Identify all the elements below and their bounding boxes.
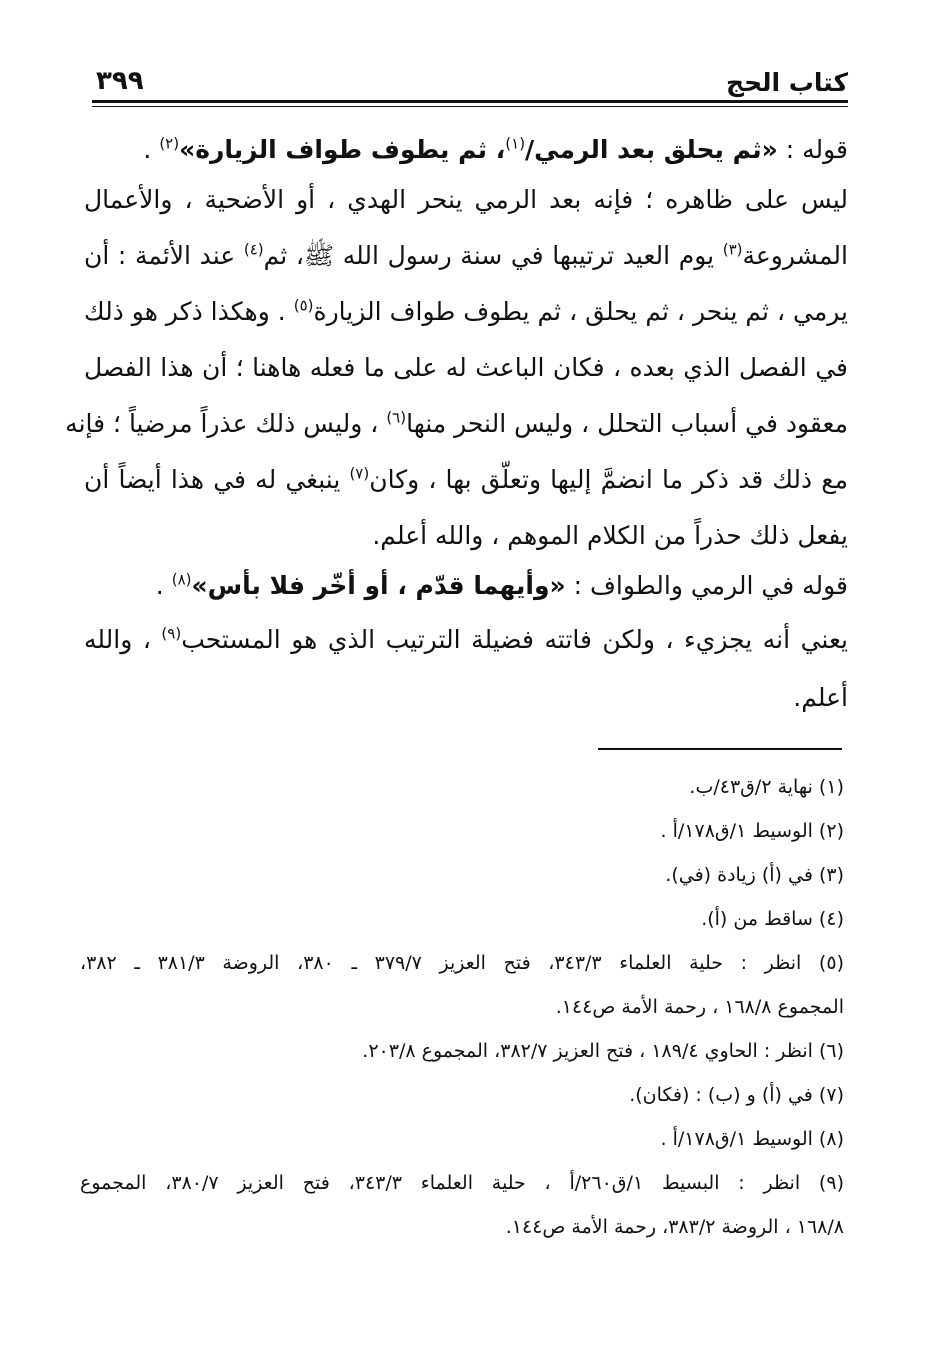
page-number: ٣٩٩	[96, 66, 144, 96]
text-span: يرمي ، ثم ينحر ، ثم يحلق ، ثم يطوف طواف الزيارة	[313, 297, 848, 326]
footnote-ref: (٦)	[386, 408, 407, 427]
footnote-ref: (٧)	[349, 464, 370, 483]
text-span: يعني أنه يجزيء ، ولكن فاتته فضيلة الترتيب الذي هو المستحب	[181, 625, 848, 654]
text-line-9	[84, 558, 848, 614]
text-span: يوم العيد ترتيبها في سنة رسول الله ﷺ، ثم	[263, 241, 723, 270]
footnote-2: (٢) الوسيط ١/ق١٧٨/أ .	[660, 820, 844, 842]
punctuation: .	[143, 135, 160, 164]
text-span: ينبغي له في هذا أيضاً أن	[84, 465, 350, 494]
text-line-8: يفعل ذلك حذراً من الكلام الموهم ، والله أعلم.	[372, 521, 848, 550]
text-line-3	[84, 228, 848, 284]
footnote-ref: (٣)	[722, 240, 743, 259]
footnote-9: (٩) انظر : البسيط ١/ق٢٦٠/أ ، حلية العلماء ٣٤٣/٣، فتح العزيز ٣٨٠/٧، المجموع	[80, 1172, 844, 1194]
text-span: عند الأئمة : أن	[84, 241, 244, 270]
quoted-text: «ثم يحلق بعد الرمي/	[525, 135, 778, 164]
header-rule-thick	[92, 100, 848, 103]
footnote-3: (٣) في (أ) زيادة (في).	[665, 864, 844, 886]
text-span: ، وليس ذلك عذراً مرضياً ؛ فإنه	[65, 409, 387, 438]
text-line-1	[84, 122, 848, 178]
footnote-4: (٤) ساقط من (أ).	[701, 908, 844, 930]
footnote-7: (٧) في (أ) و (ب) : (فكان).	[629, 1084, 844, 1106]
footnote-5: (٥) انظر : حلية العلماء ٣٤٣/٣، فتح العزيز ٣٧٩/٧ ـ ٣٨٠، الروضة ٣٨١/٣ ـ ٣٨٢،	[80, 952, 844, 974]
text-line-7	[84, 452, 848, 508]
quote-intro: قوله :	[777, 135, 848, 164]
text-line-6	[65, 396, 848, 452]
footnote-ref: (٢)	[159, 134, 180, 153]
header-rule-thin	[92, 106, 848, 107]
text-span: . وهكذا ذكر هو ذلك	[84, 297, 294, 326]
footnote-6: (٦) انظر : الحاوي ١٨٩/٤ ، فتح العزيز ٣٨٢/٧، المجموع ٢٠٣/٨.	[362, 1040, 844, 1062]
text-line-4	[84, 284, 848, 340]
quote-intro: قوله في الرمي والطواف :	[565, 571, 848, 600]
footnote-ref: (٥)	[293, 296, 314, 315]
running-title: كتاب الحج	[726, 68, 848, 97]
text-span: معقود في أسباب التحلل ، وليس النحر منها	[406, 409, 848, 438]
footnote-1: (١) نهاية ٢/ق٤٣/ب.	[689, 776, 844, 798]
text-span: المشروعة	[742, 241, 848, 270]
footnote-9-continued: ١٦٨/٨ ، الروضة ٣٨٣/٢، رحمة الأمة ص١٤٤.	[505, 1216, 844, 1238]
quoted-text: «وأيهما قدّم ، أو أخّر فلا بأس»	[191, 571, 566, 600]
footnote-ref: (٩)	[161, 624, 182, 643]
text-line-5: في الفصل الذي بعده ، فكان الباعث له على ما فعله هاهنا ؛ أن هذا الفصل	[84, 353, 848, 382]
text-line-11: أعلم.	[793, 683, 848, 712]
footnote-ref: (٤)	[243, 240, 264, 259]
page-header	[92, 62, 848, 102]
footnote-ref: (١)	[505, 134, 526, 153]
text-line-10	[84, 612, 848, 668]
punctuation: .	[155, 571, 172, 600]
footnote-5-continued: المجموع ١٦٨/٨ ، رحمة الأمة ص١٤٤.	[555, 996, 844, 1018]
footnote-separator	[598, 748, 842, 750]
footnote-8: (٨) الوسيط ١/ق١٧٨/أ .	[660, 1128, 844, 1150]
footnote-ref: (٨)	[171, 570, 192, 589]
text-span: مع ذلك قد ذكر ما انضمَّ إليها وتعلّق بها ، وكان	[369, 465, 848, 494]
text-line-2: ليس على ظاهره ؛ فإنه بعد الرمي ينحر الهدي ، أو الأضحية ، والأعمال	[84, 185, 848, 214]
text-span: ، والله	[84, 625, 162, 654]
quoted-text: ، ثم يطوف طواف الزيارة»	[179, 135, 506, 164]
